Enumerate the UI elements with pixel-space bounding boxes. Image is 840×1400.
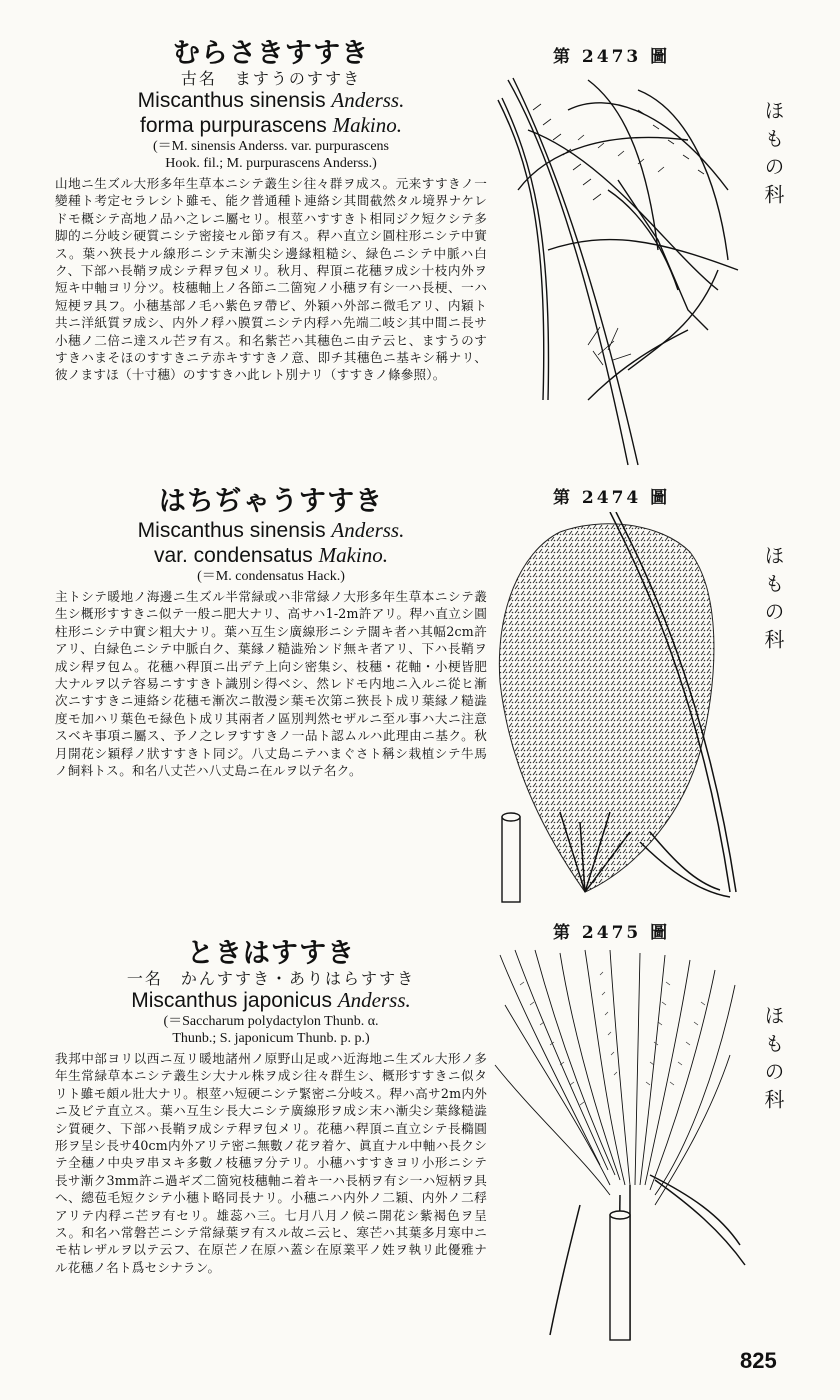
entry-alt-name: 古名 ますうのすすき [180,69,362,88]
entry-alt-name: 一名 かんすすき・ありはらすすき [126,969,416,988]
entry-title: はちぢゃうすすき [158,486,384,517]
latin-name-line-2: forma purpurascens Makino. [139,113,402,137]
figure-label-2475: 第 2475 圖 [553,923,671,943]
illustration-fig-2473 [488,70,748,470]
latin-name-line-1: Miscanthus sinensis Anderss. [137,518,405,542]
synonym-line-1: (＝Saccharum polydactylon Thunb. α. [163,1014,379,1029]
entry-title: むらさきすすき [172,38,370,69]
synonym-line-1: (＝M. sinensis Anderss. var. purpurascens [152,139,390,154]
family-side-label: ほもの科 [761,100,785,212]
illustration-fig-2474 [490,512,740,912]
entry-tokiwasusuki [55,938,487,1276]
entry-description: 山地ニ生ズル大形多年生草本ニシテ叢生シ往々群ヲ成ス。元来すすきノ一變種ト考定セラレシト雖モ、能ク普通種ト連絡シ其間截然タル境界ナケレドモ概シテ高地ノ品ハ之レニ屬セリ。根莖ハすすきト相同ジク短クシテ多脚的ニ分岐シ硬質ニシテ密接セル節ヲ有ス。稈ハ直立シ圓柱形ニシテ中實ス。葉ハ狹長ナル線形ニシテ末漸尖シ邊縁粗糙シ、緑色ニシテ中脈ハ白ク、下部ハ長鞘ヲ成シテ稈ヲ包メリ。秋月、稈頂ニ花穗ヲ成シ十枝内外ヲ短キ中軸ヨリ分ツ。枝穗軸上ノ各節ニ二箇宛ノ小穗ヲ有シ一ハ長梗、一ハ短梗ヲ具フ。小穗基部ノ毛ハ紫色ヲ帶ビ、外穎ハ外部ニ微毛アリ、内穎ト共ニ洋紙質ヲ成シ、内外ノ稃ハ膜質ニシテ内稃ハ先端二岐シ其中間ニ長サ小穗ノ二倍ニ達スル芒ヲ有ス。和名紫芒ハ其穗色ニ由テ云ヒ、ますうのすすきハまそほのすすきニテ赤キすすきノ意、即チ其穗色ニ基キシ稱ナリ、彼ノますほ（十寸穗）のすすきハ此レト別ナリ（すすきノ條參照）。 [55,176,487,383]
figure-label-2473: 第 2473 圖 [553,47,671,67]
synonym-line-2: Thunb.; S. japonicum Thunb. p. p.) [172,1031,370,1046]
latin-name-line-1: Miscanthus sinensis Anderss. [137,88,405,112]
latin-name-line-1: Miscanthus japonicus Anderss. [131,988,411,1012]
family-side-label: ほもの科 [761,545,785,657]
synonym-line-1: (＝M. condensatus Hack.) [197,569,345,584]
entry-murasakisusuki [55,38,487,384]
entry-description: 我邦中部ヨリ以西ニ亙リ暖地諸州ノ原野山足或ハ近海地ニ生ズル大形ノ多年生常緑草本ニシテ叢生シ大ナル株ヲ成シ往々群生シ、概形すすきニ似タリト雖モ頗ル壯大ナリ。根莖ハ短硬ニシテ緊密ニ分岐ス。稈ハ高サ2m内外ニ及ビテ直立ス。葉ハ互生シ長大ニシテ廣線形ヲ成シ末ハ漸尖シ葉緣糙澁シ質硬ク、下部ハ長鞘ヲ成シテ稈ヲ包メリ。花穗ハ稈頂ニ直立シテ長橢圓形ヲ呈シ長サ40cm内外アリテ密ニ無數ノ花ヲ着ケ、眞直ナル中軸ハ長クシテ全穗ノ中央ヲ串ヌキ多數ノ枝穗ヲ分テリ。小穗ハすすきヨリ小形ニシテ長サ漸ク3mm許ニ過ギズ二箇宛枝穗軸ニ着キ一ハ長柄ヲ有シ一ハ短柄ヲ具ヘ、總苞毛短クシテ小穗ト略同長ナリ。小穗ニハ内外ノ二穎、内外ノ二稃アリテ内稃ニ芒ヲ有セリ。雄蕊ハ三。七月八月ノ候ニ開花シ紫褐色ヲ呈ス。和名ハ常磐芒ニシテ常緑葉ヲ有スル故ニ云ヒ、寒芒ハ其葉多月寒中ニモ枯レザルヲ以テ云フ、在原芒ノ在原ハ蓋シ在原業平ノ姓ヲ執リ此優雅ナル花穗ノ名ト爲セシナラン。 [55,1051,487,1275]
entry-title: ときはすすき [186,938,356,969]
latin-name-line-2: var. condensatus Makino. [153,543,389,567]
entry-description: 主トシテ暖地ノ海邊ニ生ズル半常緑或ハ非常緑ノ大形多年生草本ニシテ叢生シ概形すすきニ似テ一般ニ肥大ナリ、高サハ1-2m許アリ。稈ハ直立シ圓柱形ニシテ中實シ粗大ナリ。葉ハ互生シ廣線形ニシテ闊キ者ハ其幅2cm許アリ、白緑色ニシテ中脈白ク、葉縁ノ糙澁殆ンド無キ者アリ、下ハ長鞘ヲ成シ稈ヲ包ム。花穗ハ稈頂ニ出デテ上向シ密集シ、枝穗・花軸・小梗皆肥大ナルヲ以テ容易ニすすきト識別シ得ベシ、然レドモ内地ニ入ルニ從ヒ漸次ニすすきニ連絡シ花穗モ漸次ニ散漫シ葉モ次第ニ狹長ト成リ葉縁ノ糙澁度モ加ハリ葉色モ緑色ト成リ其兩者ノ區別判然セザルニ至ル事ハ大ニ注意スベキ事項ニ屬ス、予ノ之レヲすすきノ一品ト認ムルハ此理由ニ基ク。秋月開花シ穎稃ノ狀すすきト同ジ。八丈島ニテハまぐさト稱シ栽植シテ牛馬ノ飼料トス。和名八丈芒ハ八丈島ニ在ルヲ以テ名ク。 [55,589,487,779]
family-side-label: ほもの科 [761,1005,785,1117]
entry-hachijosusuki [55,486,487,779]
figure-label-2474: 第 2474 圖 [553,488,671,508]
illustration-fig-2475 [490,945,750,1345]
synonym-line-2: Hook. fil.; M. purpurascens Anderss.) [165,156,377,171]
page-number: 825 [740,1348,777,1373]
stem [508,80,628,465]
